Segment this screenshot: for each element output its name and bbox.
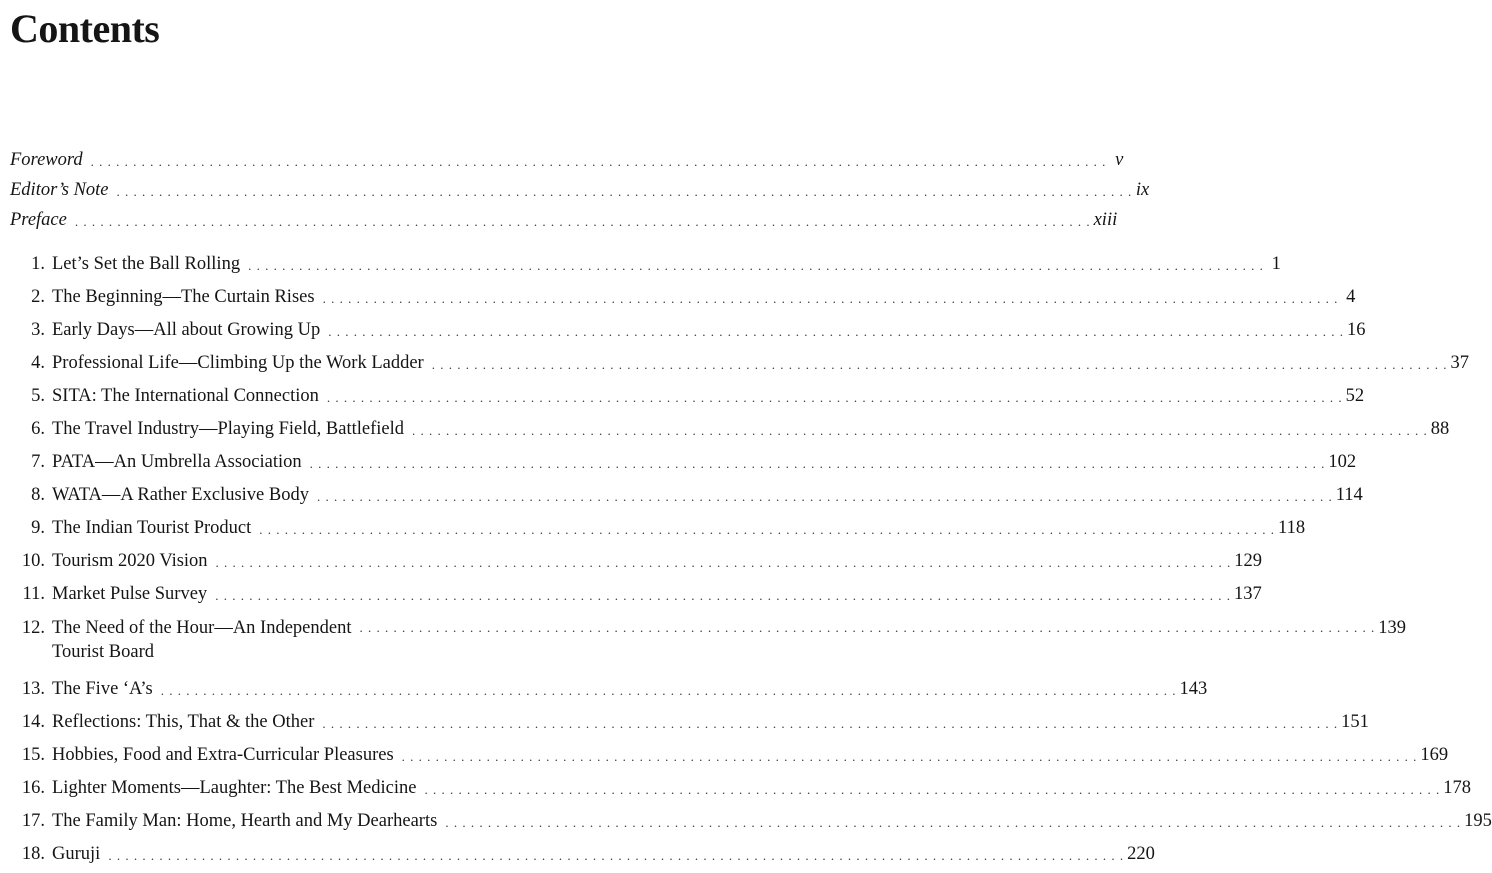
chapter-number: 15. bbox=[21, 745, 45, 765]
page-title: Contents bbox=[10, 6, 160, 51]
dot-leader: . . . . . . . . . . . . . . . . . . . . . . . . . . . . . . . . . . . . . . . . . . . . . . . . . . . . . . . . . . . . . . . . . . . . . . . . . . . . . . . . . . . . . . . . . . . . . . . . . . . . . . . . . . . . . . . . . . . . . . . . bbox=[445, 815, 1462, 830]
toc-entry-chapter[interactable] bbox=[10, 384, 1365, 408]
dot-leader: . . . . . . . . . . . . . . . . . . . . . . . . . . . . . . . . . . . . . . . . . . . . . . . . . . . . . . . . . . . . . . . . . . . . . . . . . . . . . . . . . . . . . . . . . . . . . . . . . . . . . . . . . . . . . . . . . . . . . . . . bbox=[411, 423, 1428, 438]
dot-leader: . . . . . . . . . . . . . . . . . . . . . . . . . . . . . . . . . . . . . . . . . . . . . . . . . . . . . . . . . . . . . . . . . . . . . . . . . . . . . . . . . . . . . . . . . . . . . . . . . . . . . . . . . . . . . . . . . . . . . . . . bbox=[259, 522, 1276, 537]
entry-page-number: v bbox=[1115, 150, 1124, 170]
entry-title: The Indian Tourist Product bbox=[52, 518, 252, 538]
chapter-number: 12. bbox=[21, 618, 45, 638]
entry-title: Lighter Moments—Laughter: The Best Medicine bbox=[52, 778, 417, 798]
toc-entry-chapter[interactable] bbox=[10, 710, 1369, 734]
chapter-number: 17. bbox=[21, 811, 45, 831]
entry-page-number: 1 bbox=[1271, 254, 1281, 274]
entry-page-number: 139 bbox=[1378, 618, 1406, 638]
entry-page-number: 178 bbox=[1443, 778, 1471, 798]
chapter-number: 11. bbox=[22, 584, 45, 604]
dot-leader: . . . . . . . . . . . . . . . . . . . . . . . . . . . . . . . . . . . . . . . . . . . . . . . . . . . . . . . . . . . . . . . . . . . . . . . . . . . . . . . . . . . . . . . . . . . . . . . . . . . . . . . . . . . . . . . . . . . . . . . . bbox=[116, 184, 1133, 199]
dot-leader: . . . . . . . . . . . . . . . . . . . . . . . . . . . . . . . . . . . . . . . . . . . . . . . . . . . . . . . . . . . . . . . . . . . . . . . . . . . . . . . . . . . . . . . . . . . . . . . . . . . . . . . . . . . . . . . . . . . . . . . . bbox=[328, 324, 1344, 339]
entry-title: The Five ‘A’s bbox=[52, 679, 153, 699]
toc-entry-chapter[interactable] bbox=[10, 285, 1356, 309]
dot-leader: . . . . . . . . . . . . . . . . . . . . . . . . . . . . . . . . . . . . . . . . . . . . . . . . . . . . . . . . . . . . . . . . . . . . . . . . . . . . . . . . . . . . . . . . . . . . . . . . . . . . . . . . . . . . . . . . . . . . . . . . bbox=[248, 258, 1264, 273]
chapter-number: 6. bbox=[31, 419, 45, 439]
chapter-number: 7. bbox=[31, 452, 45, 472]
entry-title-line: Tourist Board bbox=[52, 642, 154, 662]
toc-entry-chapter[interactable] bbox=[10, 252, 1281, 276]
chapter-number: 8. bbox=[31, 485, 45, 505]
toc-entry-chapter[interactable] bbox=[10, 516, 1306, 540]
entry-page-number: 4 bbox=[1346, 287, 1356, 307]
entry-page-number: 16 bbox=[1346, 320, 1366, 340]
entry-page-number: 118 bbox=[1278, 518, 1306, 538]
entry-page-number: 37 bbox=[1450, 353, 1469, 373]
dot-leader: . . . . . . . . . . . . . . . . . . . . . . . . . . . . . . . . . . . . . . . . . . . . . . . . . . . . . . . . . . . . . . . . . . . . . . . . . . . . . . . . . . . . . . . . . . . . . . . . . . . . . . . . . . . . . . . . . . . . . . . . bbox=[401, 749, 1418, 764]
toc-entry-chapter[interactable] bbox=[10, 351, 1469, 375]
entry-page-number: 151 bbox=[1341, 712, 1369, 732]
chapter-number: 5. bbox=[31, 386, 45, 406]
entry-title: The Family Man: Home, Hearth and My Dearhearts bbox=[52, 811, 438, 831]
chapter-number: 13. bbox=[21, 679, 45, 699]
dot-leader: . . . . . . . . . . . . . . . . . . . . . . . . . . . . . . . . . . . . . . . . . . . . . . . . . . . . . . . . . . . . . . . . . . . . . . . . . . . . . . . . . . . . . . . . . . . . . . . . . . . . . . . . . . . . . . . . . . . . . . . . bbox=[215, 588, 1231, 603]
entry-title: The Beginning—The Curtain Rises bbox=[52, 287, 315, 307]
dot-leader: . . . . . . . . . . . . . . . . . . . . . . . . . . . . . . . . . . . . . . . . . . . . . . . . . . . . . . . . . . . . . . . . . . . . . . . . . . . . . . . . . . . . . . . . . . . . . . . . . . . . . . . . . . . . . . . . . . . . . . . . bbox=[316, 489, 1333, 504]
toc-entry-chapter[interactable] bbox=[10, 417, 1450, 441]
chapter-number: 2. bbox=[31, 287, 45, 307]
chapter-number: 10. bbox=[21, 551, 45, 571]
entry-title: Reflections: This, That & the Other bbox=[52, 712, 315, 732]
dot-leader: . . . . . . . . . . . . . . . . . . . . . . . . . . . . . . . . . . . . . . . . . . . . . . . . . . . . . . . . . . . . . . . . . . . . . . . . . . . . . . . . . . . . . . . . . . . . . . . . . . . . . . . . . . . . . . . . . . . . . . . . bbox=[359, 620, 1376, 635]
entry-title: Early Days—All about Growing Up bbox=[52, 320, 321, 340]
chapter-number: 3. bbox=[31, 320, 45, 340]
entry-title: WATA—A Rather Exclusive Body bbox=[52, 485, 309, 505]
dot-leader: . . . . . . . . . . . . . . . . . . . . . . . . . . . . . . . . . . . . . . . . . . . . . . . . . . . . . . . . . . . . . . . . . . . . . . . . . . . . . . . . . . . . . . . . . . . . . . . . . . . . . . . . . . . . . . . . . . . . . . . . bbox=[322, 716, 1339, 731]
toc-entry-chapter[interactable] bbox=[10, 318, 1366, 342]
entry-title: Professional Life—Climbing Up the Work Ladder bbox=[52, 353, 424, 373]
entry-title: Guruji bbox=[52, 844, 101, 864]
entry-page-number: 52 bbox=[1345, 386, 1365, 406]
entry-page-number: 143 bbox=[1179, 679, 1208, 699]
entry-page-number: 88 bbox=[1430, 419, 1450, 439]
entry-page-number: ix bbox=[1135, 180, 1150, 200]
dot-leader: . . . . . . . . . . . . . . . . . . . . . . . . . . . . . . . . . . . . . . . . . . . . . . . . . . . . . . . . . . . . . . . . . . . . . . . . . . . . . . . . . . . . . . . . . . . . . . . . . . . . . . . . . . . . . . . . . . . . . . . . bbox=[322, 291, 1339, 306]
dot-leader: . . . . . . . . . . . . . . . . . . . . . . . . . . . . . . . . . . . . . . . . . . . . . . . . . . . . . . . . . . . . . . . . . . . . . . . . . . . . . . . . . . . . . . . . . . . . . . . . . . . . . . . . . . . . . . . . . . . . . . . . bbox=[215, 555, 1232, 570]
toc-entry-chapter[interactable] bbox=[10, 582, 1262, 606]
toc-entry-chapter[interactable] bbox=[10, 809, 1492, 833]
entry-title: Market Pulse Survey bbox=[52, 584, 208, 604]
entry-title-line: The Need of the Hour—An Independent bbox=[52, 618, 352, 638]
entry-title: SITA: The International Connection bbox=[52, 386, 319, 406]
toc-entry-chapter[interactable] bbox=[10, 549, 1263, 573]
chapter-number: 4. bbox=[31, 353, 45, 373]
toc-entry-chapter[interactable] bbox=[10, 483, 1363, 507]
entry-page-number: 114 bbox=[1335, 485, 1363, 505]
entry-page-number: 220 bbox=[1127, 844, 1155, 864]
dot-leader: . . . . . . . . . . . . . . . . . . . . . . . . . . . . . . . . . . . . . . . . . . . . . . . . . . . . . . . . . . . . . . . . . . . . . . . . . . . . . . . . . . . . . . . . . . . . . . . . . . . . . . . . . . . . . . . . . . . . . . . . bbox=[424, 782, 1441, 797]
chapter-number: 18. bbox=[21, 844, 45, 864]
toc-entry-chapter[interactable] bbox=[10, 842, 1155, 866]
entry-title: Hobbies, Food and Extra-Curricular Pleasures bbox=[52, 745, 394, 765]
chapter-number: 16. bbox=[21, 778, 45, 798]
toc-entry-front[interactable] bbox=[10, 148, 1124, 172]
dot-leader: . . . . . . . . . . . . . . . . . . . . . . . . . . . . . . . . . . . . . . . . . . . . . . . . . . . . . . . . . . . . . . . . . . . . . . . . . . . . . . . . . . . . . . . . . . . . . . . . . . . . . . . . . . . . . . . . . . . . . . . . bbox=[431, 357, 1448, 372]
entry-title: Preface bbox=[10, 210, 67, 230]
toc-entry-chapter[interactable] bbox=[10, 450, 1357, 474]
entry-page-number: 102 bbox=[1328, 452, 1357, 472]
entry-title: The Travel Industry—Playing Field, Battlefield bbox=[52, 419, 404, 439]
chapter-number: 9. bbox=[31, 518, 45, 538]
dot-leader: . . . . . . . . . . . . . . . . . . . . . . . . . . . . . . . . . . . . . . . . . . . . . . . . . . . . . . . . . . . . . . . . . . . . . . . . . . . . . . . . . . . . . . . . . . . . . . . . . . . . . . . . . . . . . . . . . . . . . . . . bbox=[326, 390, 1343, 405]
toc-entry-front[interactable] bbox=[10, 178, 1150, 202]
dot-leader: . . . . . . . . . . . . . . . . . . . . . . . . . . . . . . . . . . . . . . . . . . . . . . . . . . . . . . . . . . . . . . . . . . . . . . . . . . . . . . . . . . . . . . . . . . . . . . . . . . . . . . . . . . . . . . . . . . . . . . . . bbox=[74, 214, 1091, 229]
chapter-number: 14. bbox=[21, 712, 45, 732]
entry-title: PATA—An Umbrella Association bbox=[52, 452, 302, 472]
entry-page-number: xiii bbox=[1093, 210, 1118, 230]
dot-leader: . . . . . . . . . . . . . . . . . . . . . . . . . . . . . . . . . . . . . . . . . . . . . . . . . . . . . . . . . . . . . . . . . . . . . . . . . . . . . . . . . . . . . . . . . . . . . . . . . . . . . . . . . . . . . . . . . . . . . . . . bbox=[90, 154, 1107, 169]
entry-title: Editor’s Note bbox=[10, 180, 109, 200]
entry-page-number: 137 bbox=[1233, 584, 1262, 604]
entry-title: Let’s Set the Ball Rolling bbox=[52, 254, 241, 274]
chapter-number: 1. bbox=[31, 254, 45, 274]
dot-leader: . . . . . . . . . . . . . . . . . . . . . . . . . . . . . . . . . . . . . . . . . . . . . . . . . . . . . . . . . . . . . . . . . . . . . . . . . . . . . . . . . . . . . . . . . . . . . . . . . . . . . . . . . . . . . . . . . . . . . . . . bbox=[160, 683, 1177, 698]
toc-entry-chapter[interactable] bbox=[10, 743, 1449, 767]
toc-entry-chapter[interactable] bbox=[10, 616, 1406, 664]
dot-leader: . . . . . . . . . . . . . . . . . . . . . . . . . . . . . . . . . . . . . . . . . . . . . . . . . . . . . . . . . . . . . . . . . . . . . . . . . . . . . . . . . . . . . . . . . . . . . . . . . . . . . . . . . . . . . . . . . . . . . . . . bbox=[309, 456, 1326, 471]
toc-entry-chapter[interactable] bbox=[10, 776, 1471, 800]
toc-entry-front[interactable] bbox=[10, 208, 1118, 232]
entry-title: Tourism 2020 Vision bbox=[52, 551, 208, 571]
entry-page-number: 129 bbox=[1234, 551, 1263, 571]
entry-title bbox=[45, 616, 352, 664]
toc-entry-chapter[interactable] bbox=[10, 677, 1208, 701]
dot-leader: . . . . . . . . . . . . . . . . . . . . . . . . . . . . . . . . . . . . . . . . . . . . . . . . . . . . . . . . . . . . . . . . . . . . . . . . . . . . . . . . . . . . . . . . . . . . . . . . . . . . . . . . . . . . . . . . . . . . . . . . bbox=[108, 848, 1125, 863]
entry-title: Foreword bbox=[10, 150, 83, 170]
entry-page-number: 169 bbox=[1420, 745, 1449, 765]
entry-page-number: 195 bbox=[1464, 811, 1492, 831]
